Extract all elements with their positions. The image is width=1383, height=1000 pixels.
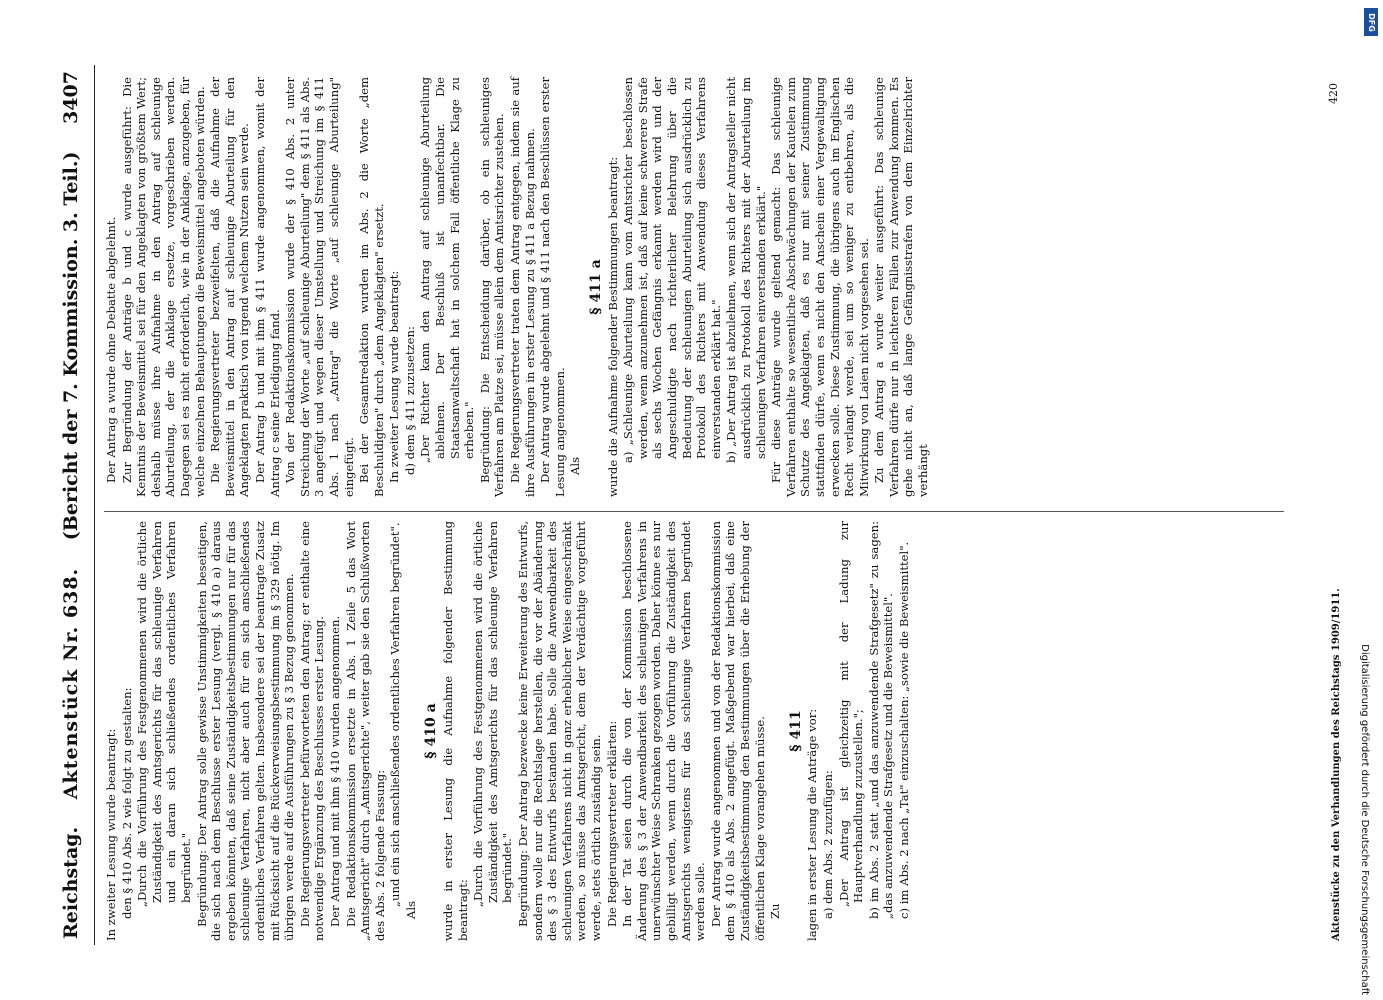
left-column-paragraph: In zweiter Lesung wurde beantragt:	[104, 728, 118, 941]
document-page	[60, 65, 1350, 945]
right-column-paragraph: § 411 a	[588, 259, 604, 315]
right-column-paragraph: Die Regierungsvertreter bezweifelten, daß die Aufnahme der Beweismittel in den Antrag auf schleunige Aburteilung für den Angeklagten praktisch von irgend welchem Nutzen sein werde.	[208, 77, 252, 497]
right-column-paragraph: Als	[568, 456, 583, 475]
right-column	[104, 77, 932, 497]
left-column-paragraph: lagen in erster Lesung die Anträge vor:	[805, 708, 820, 941]
right-column-paragraph: d) dem § 411 zuzusetzen:	[402, 326, 417, 475]
column-divider	[104, 511, 1284, 512]
left-column-paragraph: „Durch die Vorführung des Festgenommenen wird die örtliche Zuständigkeit des Amtsgerichts für das schleunige Verfahren begründet."	[471, 521, 515, 907]
left-column-paragraph: b) im Abs. 2 statt „und das anzuwendende Strafgesetz" zu sagen: „das anzuwendende Strafgesetz und die Beweismittel".	[866, 521, 896, 919]
dfg-logo-text: DFG	[1366, 12, 1376, 32]
left-column-paragraph: Die Regierungsvertreter befürworteten den Antrag; er enthalte eine notwendige Ergänzung des Beschlusses erster Lesung.	[297, 521, 327, 941]
left-column-paragraph: Begründung: Der Antrag bezwecke keine Erweiterung des Entwurfs, sondern wolle nur die Rechtslage herstellen, die vor der Abänderung des § 3 des Entwurfs bestanden habe. Solle die Anwendbarkeit des schleunigen Verfahrens nicht in ganz erheblicher Weise eingeschränkt werden, so müsse das Amtsgericht, dem der Verdächtige vorgeführt werde, stets örtlich zuständig sein.	[516, 521, 603, 941]
left-column-paragraph: Der Antrag wurde angenommen und von der Redaktionskommission dem § 410 als Abs. 2 angefügt. Maßgebend war hierbei, daß eine Zuständigkeitsbestimmung den Bestimmungen über die Erhebung der öffentlichen Klage vorangehen müsse.	[708, 521, 767, 941]
digitization-note-text: Digitalisierung gefördert durch die Deutsche Forschungsgemeinschaft	[1359, 644, 1370, 995]
right-column-paragraph: Für diese Anträge wurde geltend gemacht: Das schleunige Verfahren enthalte so wesentliche Abschwächungen der Kautelen zum Schutze des Angeklagten, daß es nur mit seiner Zustimmung stattfinden dürfe, wenn es nicht den Anschein einer Vergewaltigung erwecken solle. Diese Zustimmung, die übrigens auch im Englischen Recht verlangt werde, sei um so weniger zu entbehren, als die Mitwirkung von Laien nicht vorgesehen sei.	[769, 77, 871, 497]
right-column-paragraph: Von der Redaktionskommission wurde der § 410 Abs. 2 unter Streichung der Worte „auf schleunige Aburteilung" dem § 411 als Abs. 3 angefügt und wegen dieser Umstellung und Streichung im § 411 Abs. 1 nach „Antrag" die Worte „auf schleunige Aburteilung" eingefügt.	[283, 77, 356, 497]
right-column-paragraph: Der Antrag a wurde ohne Debatte abgelehnt.	[104, 216, 118, 483]
right-column-paragraph: Zur Begründung der Anträge b und c wurde ausgeführt: Die Kenntnis der Beweismittel sei für den Angeklagten von größtem Wert; deshalb müsse ihre Aufnahme in den Antrag auf schleunige Aburteilung, der die Anklage ersetze, vorgeschrieben werden. Dagegen sei es nicht erforderlich, wie in der Anklage, anzugeben, für welche einzelnen Behauptungen die Beweismittel angeboten würden.	[119, 77, 207, 497]
left-column-paragraph: Die Redaktionskommission ersetzte in Abs. 1 Zeile 5 das Wort „Amtsgericht" durch „Amtsgerichte", weiter gab sie den Schlußworten des Abs. 2 folgende Fassung:	[343, 521, 387, 941]
right-column-paragraph: Zu dem Antrag a wurde weiter ausgeführt: Das schleunige Verfahren dürfe nur in leichteren Fällen zur Anwendung kommen. Es gehe nicht an, daß lange Gefängnisstrafen von dem Einzelrichter verhängt	[872, 77, 931, 497]
left-column-paragraph: „Durch die Vorführung des Festgenommenen wird die örtliche Zuständigkeit des Amtsgerichts für das schleunige Verfahren und ein daran sich schließendes ordentliches Verfahren begründet."	[135, 521, 193, 907]
left-column-paragraph: den § 410 Abs. 2 wie folgt zu gestalten:	[119, 687, 134, 919]
left-column-paragraph: c) im Abs. 2 nach „Tat" einzuschalten: „sowie die Beweismittel".	[896, 541, 911, 919]
page-header	[60, 65, 95, 945]
left-column	[104, 521, 912, 941]
header-reichstag: Reichstag.	[60, 826, 82, 939]
left-column-paragraph: Die Regierungsvertreter erklärten:	[604, 720, 619, 927]
right-column-paragraph: Begründung: Die Entscheidung darüber, ob ein schleuniges Verfahren am Platze sei, müsse allein dem Amtsrichter zustehen.	[477, 77, 507, 497]
left-column-paragraph: „Der Antrag ist gleichzeitig mit der Ladung zur Hauptverhandlung zuzustellen.";	[836, 521, 866, 907]
left-column-paragraph: wurde in erster Lesung die Aufnahme folgender Bestimmung beantragt:	[441, 521, 470, 941]
left-column-paragraph: Der Antrag und mit ihm § 410 wurden angenommen.	[327, 615, 342, 927]
right-column-paragraph: b) „Der Antrag ist abzulehnen, wenn sich der Antragsteller nicht ausdrücklich zu Protokoll des Richters mit der Aburteilung im schleunigen Verfahren einverstanden erklärt."	[724, 77, 768, 463]
footer-page-number: 420	[1327, 83, 1340, 104]
right-column-paragraph: a) „Schleunige Aburteilung kann vom Amtsrichter beschlossen werden, wenn anzunehmen ist, daß auf keine schwerere Strafe als sechs Wochen Gefängnis erkannt werden wird und der Angeschuldigte nach richterlicher Belehrung über die Bedeutung der schleunigen Aburteilung sich ausdrücklich zu Protokoll des Richters mit Anwendung dieses Verfahrens einverstanden erklärt hat."	[621, 77, 723, 463]
footer-note: Aktenstücke zu den Verhandlungen des Reichstags 1909/1911.	[1331, 588, 1342, 941]
left-column-paragraph: Begründung: Der Antrag solle gewisse Unstimmigkeiten beseitigen, die sich nach dem Beschlusse erster Lesung (vergl. § 410 a) daraus ergeben könnten, daß seine Zuständigkeitsbestimmungen nur für das schleunige Verfahren, nicht aber auch für ein sich anschließendes ordentliches Verfahren gelten. Insbesondere sei der beantragte Zusatz mit Rücksicht auf die Rückverweisungsbestimmung im § 329 nötig. Im übrigen werde auf die Ausführungen zu § 3 Bezug genommen.	[194, 521, 297, 941]
right-column-paragraph: Die Regierungsvertreter traten dem Antrag entgegen, indem sie auf ihre Ausführungen in erster Lesung zu § 411 a Bezug nahmen.	[508, 77, 537, 497]
right-column-paragraph: wurde die Aufnahme folgender Bestimmungen beantragt:	[605, 156, 620, 497]
right-column-paragraph: Bei der Gesamtredaktion wurden im Abs. 2 die Worte „dem Beschuldigten" durch „dem Angeklagten" ersetzt.	[357, 77, 386, 497]
right-column-paragraph: Der Antrag wurde abgelehnt und § 411 nach den Beschlüssen erster Lesung angenommen.	[538, 77, 567, 497]
left-column-paragraph: a) dem Abs. 2 zuzufügen:	[820, 770, 835, 919]
left-column-paragraph: § 410 a	[423, 703, 440, 759]
left-column-paragraph: § 411	[787, 710, 804, 752]
left-column-paragraph: In der Tat seien durch die von der Kommission beschlossene Änderung des § 3 der Anwendbarkeit des schleunigen Verfahrens in unerwünschter Weise Schranken gezogen worden. Daher könne es nur gebilligt werden, wenn durch die Vorführung die Zuständigkeit des Amtsgerichts wenigstens für das schleunige Verfahren begründet werden solle.	[620, 521, 708, 941]
digitization-note	[1355, 5, 1377, 995]
header-bericht: (Bericht der 7. Kommission. 3. Teil.)	[60, 151, 82, 541]
left-column-paragraph: „und ein sich anschließendes ordentliches Verfahren begründet".	[388, 522, 403, 907]
header-page-number: 3407	[60, 71, 82, 124]
right-column-paragraph: „Der Richter kann den Antrag auf schleunige Aburteilung ablehnen. Der Beschluß ist unanfechtbar. Die Staatsanwaltschaft hat in solchem Fall öffentliche Klage zu erheben."	[418, 77, 477, 463]
left-column-paragraph: Als	[403, 900, 418, 919]
header-aktenstueck: Aktenstück Nr. 638.	[60, 567, 82, 800]
right-column-paragraph: In zweiter Lesung wurde beantragt:	[387, 270, 402, 483]
right-column-paragraph: Der Antrag b und mit ihm § 411 wurde angenommen, womit der Antrag c seine Erledigung fand.	[252, 77, 282, 497]
left-column-paragraph: Zu	[768, 903, 783, 919]
